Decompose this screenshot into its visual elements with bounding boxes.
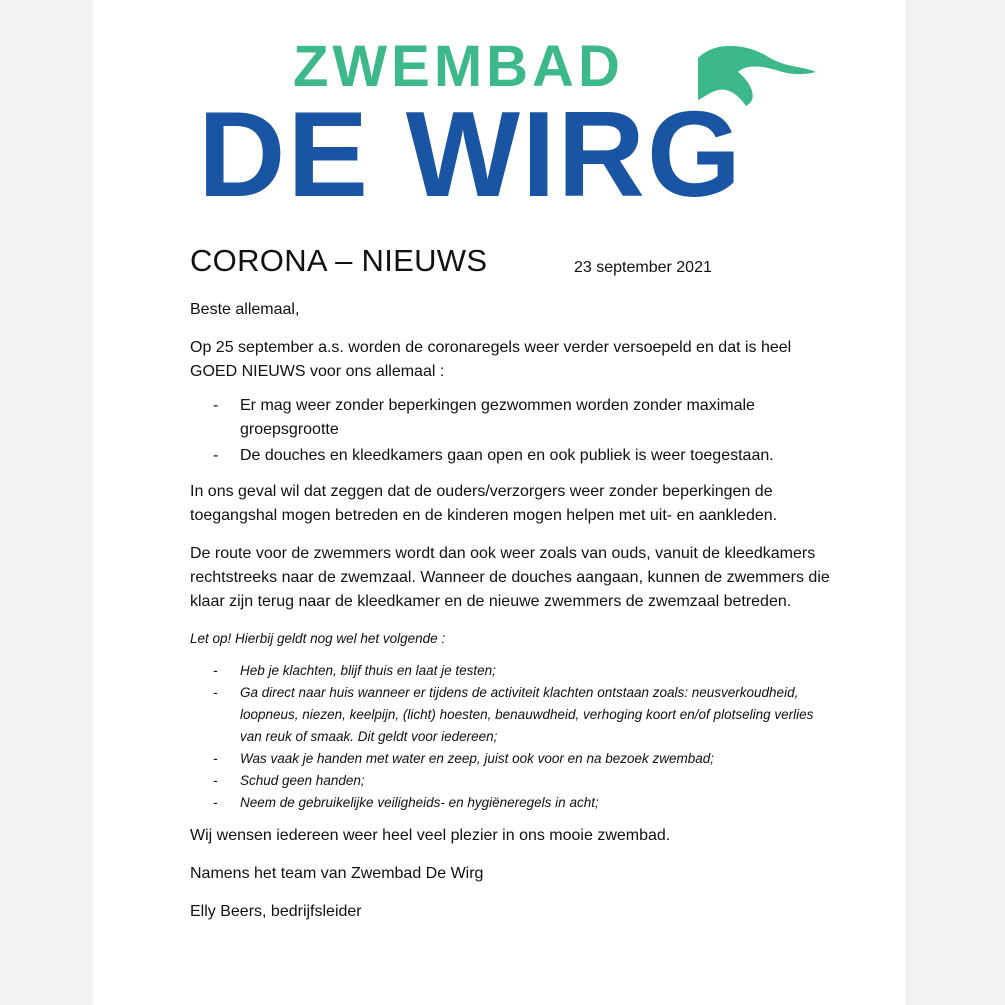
dash-bullet: -	[213, 795, 218, 810]
title-row	[190, 243, 830, 283]
list-item	[190, 682, 830, 748]
zwembad-de-wirg-logo	[198, 28, 818, 208]
signature: Elly Beers, bedrijfsleider	[190, 903, 362, 920]
note-intro: Let op! Hierbij geldt nog wel het volgende :	[190, 631, 446, 646]
intro-paragraph: Op 25 september a.s. worden de coronaregels weer verder versoepeld en dat is heel GOED NIEUWS voor ons allemaal :	[190, 339, 792, 380]
dash-bullet: -	[213, 397, 219, 414]
paragraph-route: De route voor de zwemmers wordt dan ook weer zoals van ouds, vanuit de kleedkamers rechtstreeks naar de zwemzaal. Wanneer de douches aangaan, kunnen de zwemmers die klaar zijn terug naar de kleedkamer en de nieuwe zwemmers de zwemzaal betreden.	[190, 545, 830, 610]
dash-bullet: -	[213, 773, 218, 788]
list-item	[190, 394, 830, 442]
list-item-text: Heb je klachten, blijf thuis en laat je testen;	[240, 663, 496, 678]
dash-bullet: -	[213, 663, 218, 678]
list-item	[190, 660, 830, 682]
rules-list	[190, 660, 830, 814]
document-page	[93, 0, 905, 1005]
list-item	[190, 770, 830, 792]
list-item-text: Was vaak je handen met water en zeep, juist ook voor en na bezoek zwembad;	[240, 751, 715, 766]
paragraph-parents: In ons geval wil dat zeggen dat de ouders/verzorgers weer zonder beperkingen de toegangshal mogen betreden en de kinderen mogen helpen met uit- en aankleden.	[190, 483, 778, 524]
dash-bullet: -	[213, 447, 219, 464]
logo-graphic	[198, 28, 818, 208]
dash-bullet: -	[213, 751, 218, 766]
closing-wish: Wij wensen iedereen weer heel veel plezier in ons mooie zwembad.	[190, 827, 671, 844]
list-item-text: Er mag weer zonder beperkingen gezwommen worden zonder maximale groepsgrootte	[240, 397, 755, 438]
list-item	[190, 792, 830, 814]
list-item-text: Neem de gebruikelijke veiligheids- en hygiëneregels in acht;	[240, 795, 599, 810]
dash-bullet: -	[213, 685, 218, 700]
logo-line2: DE WIRG	[198, 86, 743, 208]
letter-body	[190, 298, 830, 938]
list-item-text: Ga direct naar huis wanneer er tijdens de activiteit klachten ontstaan zoals: neusverkoudheid, loopneus, niezen, keelpijn, (licht) hoesten, benauwdheid, verhoging koort en/of plotseling verlies van reuk of smaak. Dit geldt voor iedereen;	[240, 685, 814, 744]
list-item-text: De douches en kleedkamers gaan open en ook publiek is weer toegestaan.	[240, 447, 774, 464]
page-title: CORONA – NIEUWS	[190, 243, 488, 278]
list-item	[190, 444, 830, 468]
news-list	[190, 394, 830, 468]
greeting: Beste allemaal,	[190, 301, 300, 318]
list-item	[190, 748, 830, 770]
document-date: 23 september 2021	[574, 259, 712, 276]
signoff: Namens het team van Zwembad De Wirg	[190, 865, 484, 882]
logo-line1: ZWEMBAD	[293, 34, 624, 99]
list-item-text: Schud geen handen;	[240, 773, 365, 788]
